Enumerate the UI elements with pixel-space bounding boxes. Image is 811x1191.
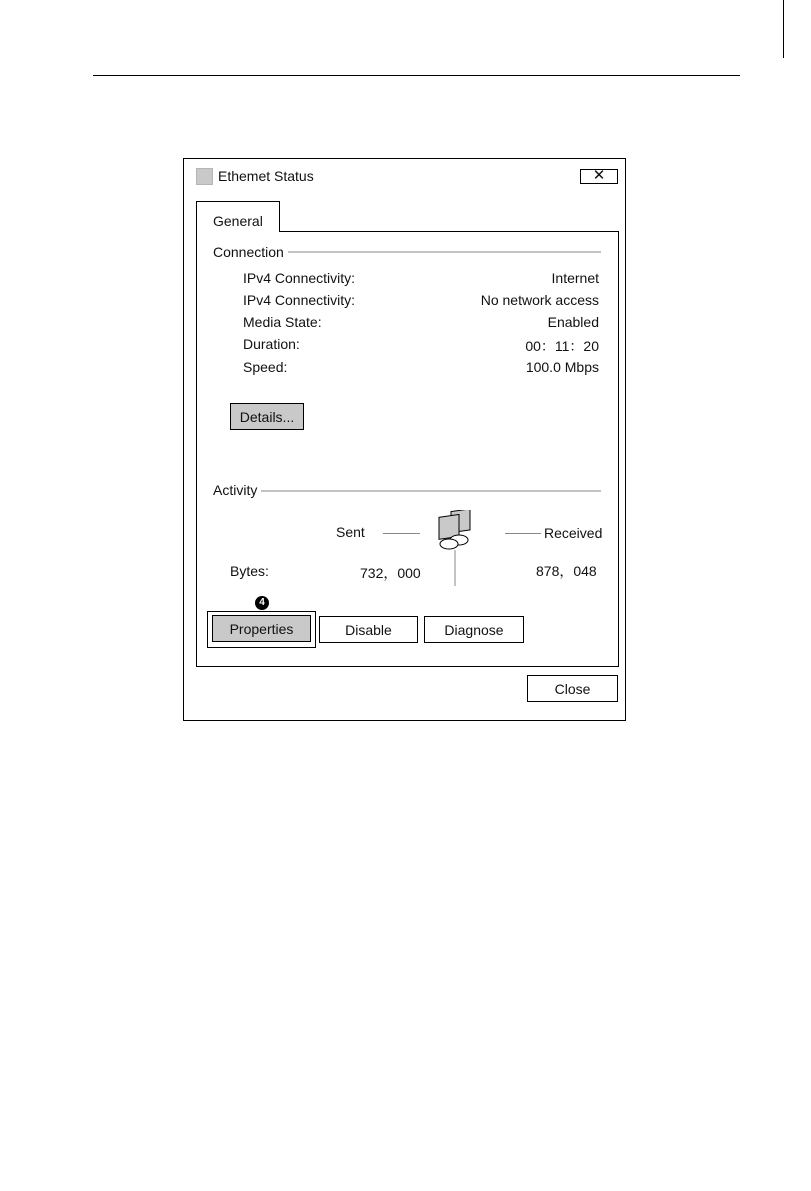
sent-connector-line: [383, 533, 420, 534]
ipv6-connectivity-label: IPv4 Connectivity:: [243, 292, 356, 308]
network-computers-icon: [434, 510, 480, 586]
sent-label: Sent: [336, 524, 365, 540]
close-button[interactable]: Close: [527, 675, 618, 702]
speed-value: 100.0 Mbps: [525, 359, 599, 375]
tab-general[interactable]: [196, 201, 280, 232]
window-title: Ethemet Status: [218, 168, 314, 184]
media-state-value: Enabled: [547, 314, 599, 330]
diagnose-button[interactable]: Diagnose: [424, 616, 524, 643]
close-icon: ✕: [592, 167, 606, 184]
received-connector-line: [505, 533, 541, 534]
window-app-icon: [196, 168, 213, 185]
ipv4-connectivity-label: IPv4 Connectivity:: [243, 270, 356, 286]
bytes-label: Bytes:: [230, 563, 269, 579]
ethernet-status-dialog: [183, 158, 626, 721]
activity-group-label: Activity: [213, 482, 258, 498]
tab-general-label: General: [213, 213, 263, 229]
page-margin-rule-vertical: [783, 0, 784, 58]
connection-group-label: Connection: [213, 244, 284, 260]
ipv6-connectivity-value: No network access: [480, 292, 599, 308]
duration-value: 00：11：20: [525, 338, 599, 354]
activity-group-line: [261, 490, 601, 492]
speed-label: Speed:: [243, 359, 288, 375]
properties-button[interactable]: Properties: [212, 615, 311, 642]
ipv4-connectivity-value: Internet: [551, 270, 599, 286]
disable-button[interactable]: Disable: [319, 616, 418, 643]
bytes-sent-value: 732，000: [360, 565, 421, 581]
connection-group-line: [288, 251, 601, 253]
close-window-button[interactable]: [580, 169, 618, 184]
step-badge: 4: [255, 596, 269, 610]
details-button[interactable]: Details...: [230, 403, 304, 430]
page-header-rule: [93, 75, 740, 76]
received-label: Received: [544, 525, 603, 541]
duration-label: Duration:: [243, 336, 300, 352]
bytes-received-value: 878，048: [536, 563, 597, 579]
media-state-label: Media State:: [243, 314, 322, 330]
